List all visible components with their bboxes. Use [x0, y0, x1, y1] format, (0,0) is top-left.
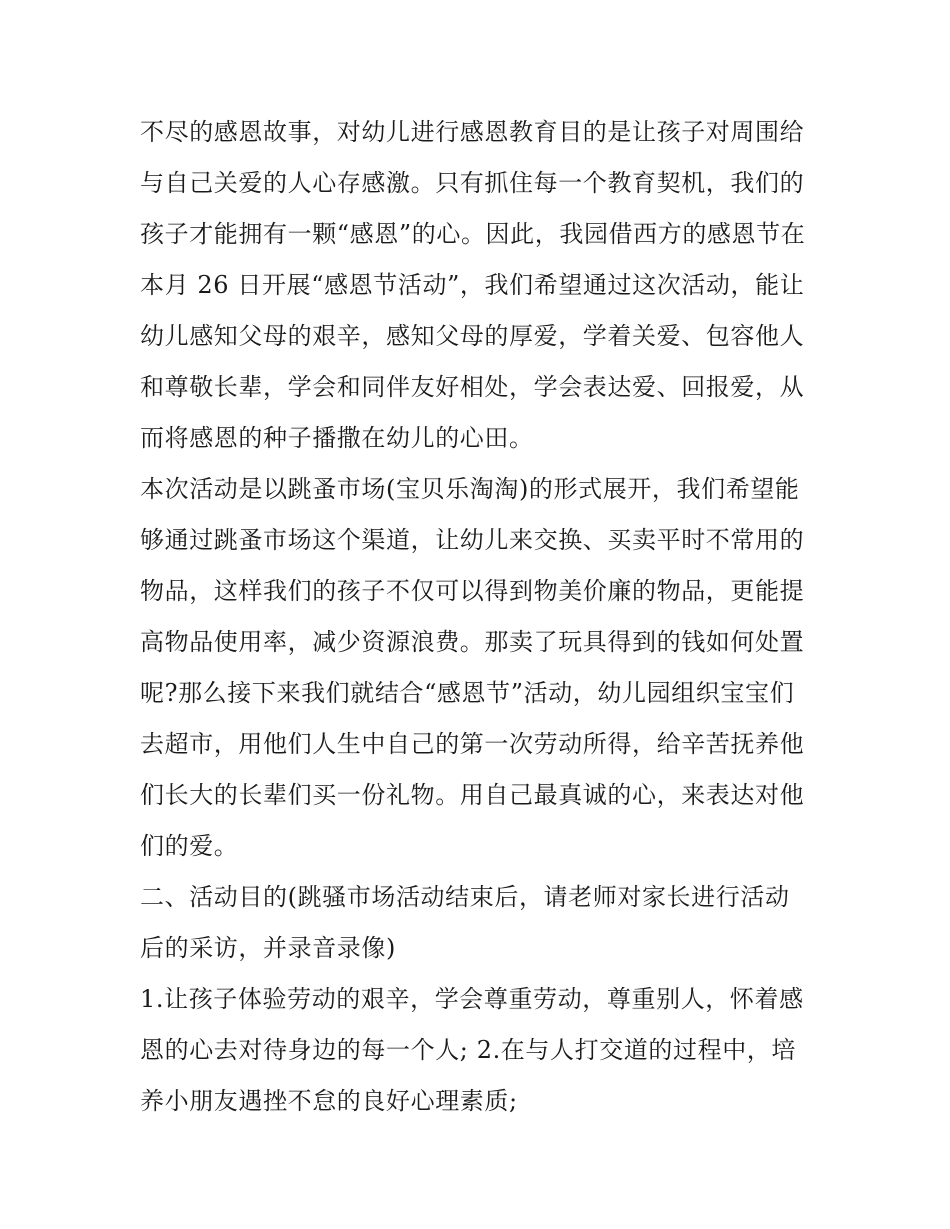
- text-line: 二、活动目的(跳骚市场活动结束后，请老师对家长进行活动: [140, 883, 790, 911]
- text-line: 们的爱。: [140, 832, 239, 860]
- text-line: 养小朋友遇挫不怠的良好心理素质;: [140, 1087, 518, 1115]
- text-line: 后的采访，并录音录像): [140, 934, 396, 962]
- text-line: 们长大的长辈们买一份礼物。用自己最真诚的心，来表达对他: [140, 781, 805, 809]
- text-line: 呢?那么接下来我们就结合“感恩节”活动，幼儿园组织宝宝们: [140, 679, 795, 707]
- text-line: 孩子才能拥有一颗“感恩”的心。因此，我园借西方的感恩节在: [140, 220, 806, 248]
- text-line: 1.让孩子体验劳动的艰辛，学会尊重劳动，尊重别人，怀着感: [140, 985, 804, 1013]
- text-line: 本月 26 日开展“感恩节活动”，我们希望通过这次活动，能让: [140, 271, 805, 299]
- document-body: [140, 107, 820, 1127]
- text-line: 够通过跳蚤市场这个渠道，让幼儿来交换、买卖平时不常用的: [140, 526, 805, 554]
- text-line: 幼儿感知父母的艰辛，感知父母的厚爱，学着关爱、包容他人: [140, 322, 805, 350]
- paragraph-activity-description: [140, 464, 820, 872]
- text-line: 物品，这样我们的孩子不仅可以得到物美价廉的物品，更能提: [140, 577, 805, 605]
- text-line: 而将感恩的种子播撒在幼儿的心田。: [140, 424, 534, 452]
- text-line: 去超市，用他们人生中自己的第一次劳动所得，给辛苦抚养他: [140, 730, 805, 758]
- text-line: 本次活动是以跳蚤市场(宝贝乐淘淘)的形式展开，我们希望能: [140, 475, 800, 503]
- section-heading-activity-goals: [140, 872, 820, 974]
- text-line: 高物品使用率，减少资源浪费。那卖了玩具得到的钱如何处置: [140, 628, 805, 656]
- text-line: 不尽的感恩故事，对幼儿进行感恩教育目的是让孩子对周围给: [140, 118, 805, 146]
- text-line: 和尊敬长辈，学会和同伴友好相处，学会表达爱、回报爱，从: [140, 373, 805, 401]
- paragraph-introduction: [140, 107, 820, 464]
- text-line: 与自己关爱的人心存感激。只有抓住每一个教育契机，我们的: [140, 169, 805, 197]
- text-line: 恩的心去对待身边的每一个人; 2.在与人打交道的过程中，培: [140, 1036, 797, 1064]
- paragraph-goals-list: [140, 974, 820, 1127]
